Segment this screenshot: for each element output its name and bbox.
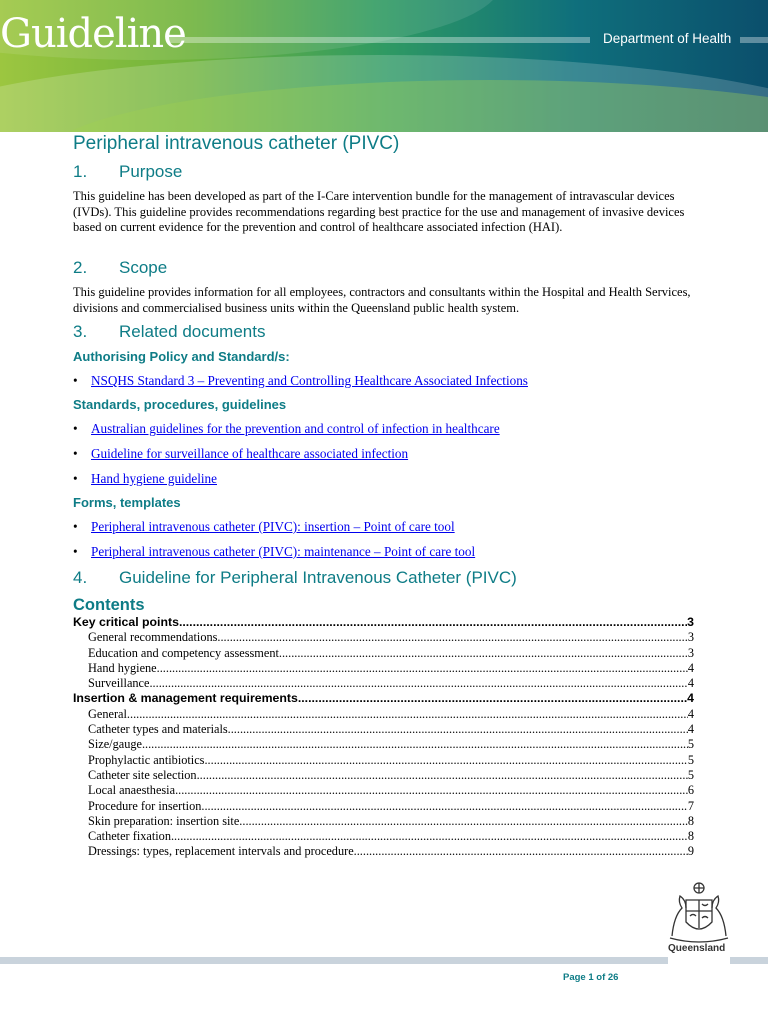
- banner-title: Guideline: [0, 11, 186, 57]
- contents-title: Contents: [73, 596, 145, 614]
- section-title: Guideline for Peripheral Intravenous Catheter (PIVC): [119, 568, 517, 587]
- list-item: • Australian guidelines for the prevention and control of infection in healthcare: [73, 421, 500, 436]
- section-heading-scope: [73, 258, 167, 278]
- list-item: • Peripheral intravenous catheter (PIVC): insertion – Point of care tool: [73, 519, 455, 534]
- toc-entry[interactable]: Key critical points ..... 3: [73, 615, 694, 630]
- section-heading-guideline: [73, 568, 517, 588]
- subheading-authorising: Authorising Policy and Standard/s:: [73, 349, 290, 364]
- toc-entry[interactable]: Size/gauge ..... 5: [73, 737, 694, 752]
- logo-name: Queensland: [668, 943, 726, 954]
- queensland-crest-icon: [664, 880, 734, 944]
- toc-entry[interactable]: Education and competency assessment ..... 3: [73, 646, 694, 661]
- toc-entry[interactable]: General recommendations ..... 3: [73, 630, 694, 645]
- toc-entry[interactable]: Surveillance ..... 4: [73, 676, 694, 691]
- toc-entry[interactable]: Insertion & management requirements ..... 4: [73, 691, 694, 706]
- toc-entry[interactable]: Catheter site selection ..... 5: [73, 768, 694, 783]
- section-title: Scope: [119, 258, 168, 277]
- toc-entry[interactable]: Skin preparation: insertion site ..... 8: [73, 814, 694, 829]
- subheading-forms: Forms, templates: [73, 495, 181, 510]
- toc-entry[interactable]: General ..... 4: [73, 707, 694, 722]
- purpose-paragraph: This guideline has been developed as part of the I-Care intervention bundle for the management of intravascular devices (IVDs). This guideline provides recommendations regarding best practice for the use and management of invasive devices based on current evidence for the prevention and control of healthcare associated infection (HAI).: [73, 189, 685, 235]
- section-number: 3.: [73, 322, 88, 341]
- section-number: 4.: [73, 568, 88, 587]
- list-item: • NSQHS Standard 3 – Preventing and Controlling Healthcare Associated Infections: [73, 373, 528, 388]
- toc-entry[interactable]: Hand hygiene ..... 4: [73, 661, 694, 676]
- link-pivc-maintenance-tool[interactable]: Peripheral intravenous catheter (PIVC): maintenance – Point of care tool: [91, 544, 476, 559]
- section-title: Purpose: [119, 162, 183, 181]
- header-banner: [0, 0, 768, 132]
- page-number: Page 1 of 26: [563, 972, 619, 983]
- link-pivc-insertion-tool[interactable]: Peripheral intravenous catheter (PIVC): insertion – Point of care tool: [91, 519, 455, 534]
- link-nsqhs-standard-3[interactable]: NSQHS Standard 3 – Preventing and Controlling Healthcare Associated Infections: [91, 373, 528, 388]
- toc-entry[interactable]: Prophylactic antibiotics ..... 5: [73, 753, 694, 768]
- department-name: Department of Health: [603, 31, 732, 46]
- list-item: • Peripheral intravenous catheter (PIVC): maintenance – Point of care tool: [73, 544, 476, 559]
- section-title: Related documents: [119, 322, 266, 341]
- section-number: 1.: [73, 162, 88, 181]
- document-title: Peripheral intravenous catheter (PIVC): [73, 133, 400, 154]
- toc-entry[interactable]: Procedure for insertion ..... 7: [73, 799, 694, 814]
- list-item: • Hand hygiene guideline: [73, 471, 217, 486]
- toc-entry[interactable]: Local anaesthesia ..... 6: [73, 783, 694, 798]
- subheading-standards: Standards, procedures, guidelines: [73, 397, 287, 412]
- link-hand-hygiene-guideline[interactable]: Hand hygiene guideline: [91, 471, 217, 486]
- scope-paragraph: This guideline provides information for all employees, contractors and consultants within the Hospital and Health Services, divisions and commercialised business units within the Queensland public health system.: [73, 285, 691, 315]
- list-item: • Guideline for surveillance of healthcare associated infection: [73, 446, 409, 461]
- toc-entry[interactable]: Catheter types and materials ..... 4: [73, 722, 694, 737]
- section-heading-related: [73, 322, 265, 342]
- toc-entry[interactable]: Catheter fixation ..... 8: [73, 829, 694, 844]
- section-heading-purpose: [73, 162, 182, 182]
- section-number: 2.: [73, 258, 88, 277]
- table-of-contents: [73, 615, 694, 860]
- link-surveillance-guideline[interactable]: Guideline for surveillance of healthcare associated infection: [91, 446, 409, 461]
- link-australian-guidelines[interactable]: Australian guidelines for the prevention and control of infection in healthcare: [91, 421, 500, 436]
- toc-entry[interactable]: Dressings: types, replacement intervals and procedure ..... 9: [73, 844, 694, 859]
- footer-divider: [0, 957, 768, 964]
